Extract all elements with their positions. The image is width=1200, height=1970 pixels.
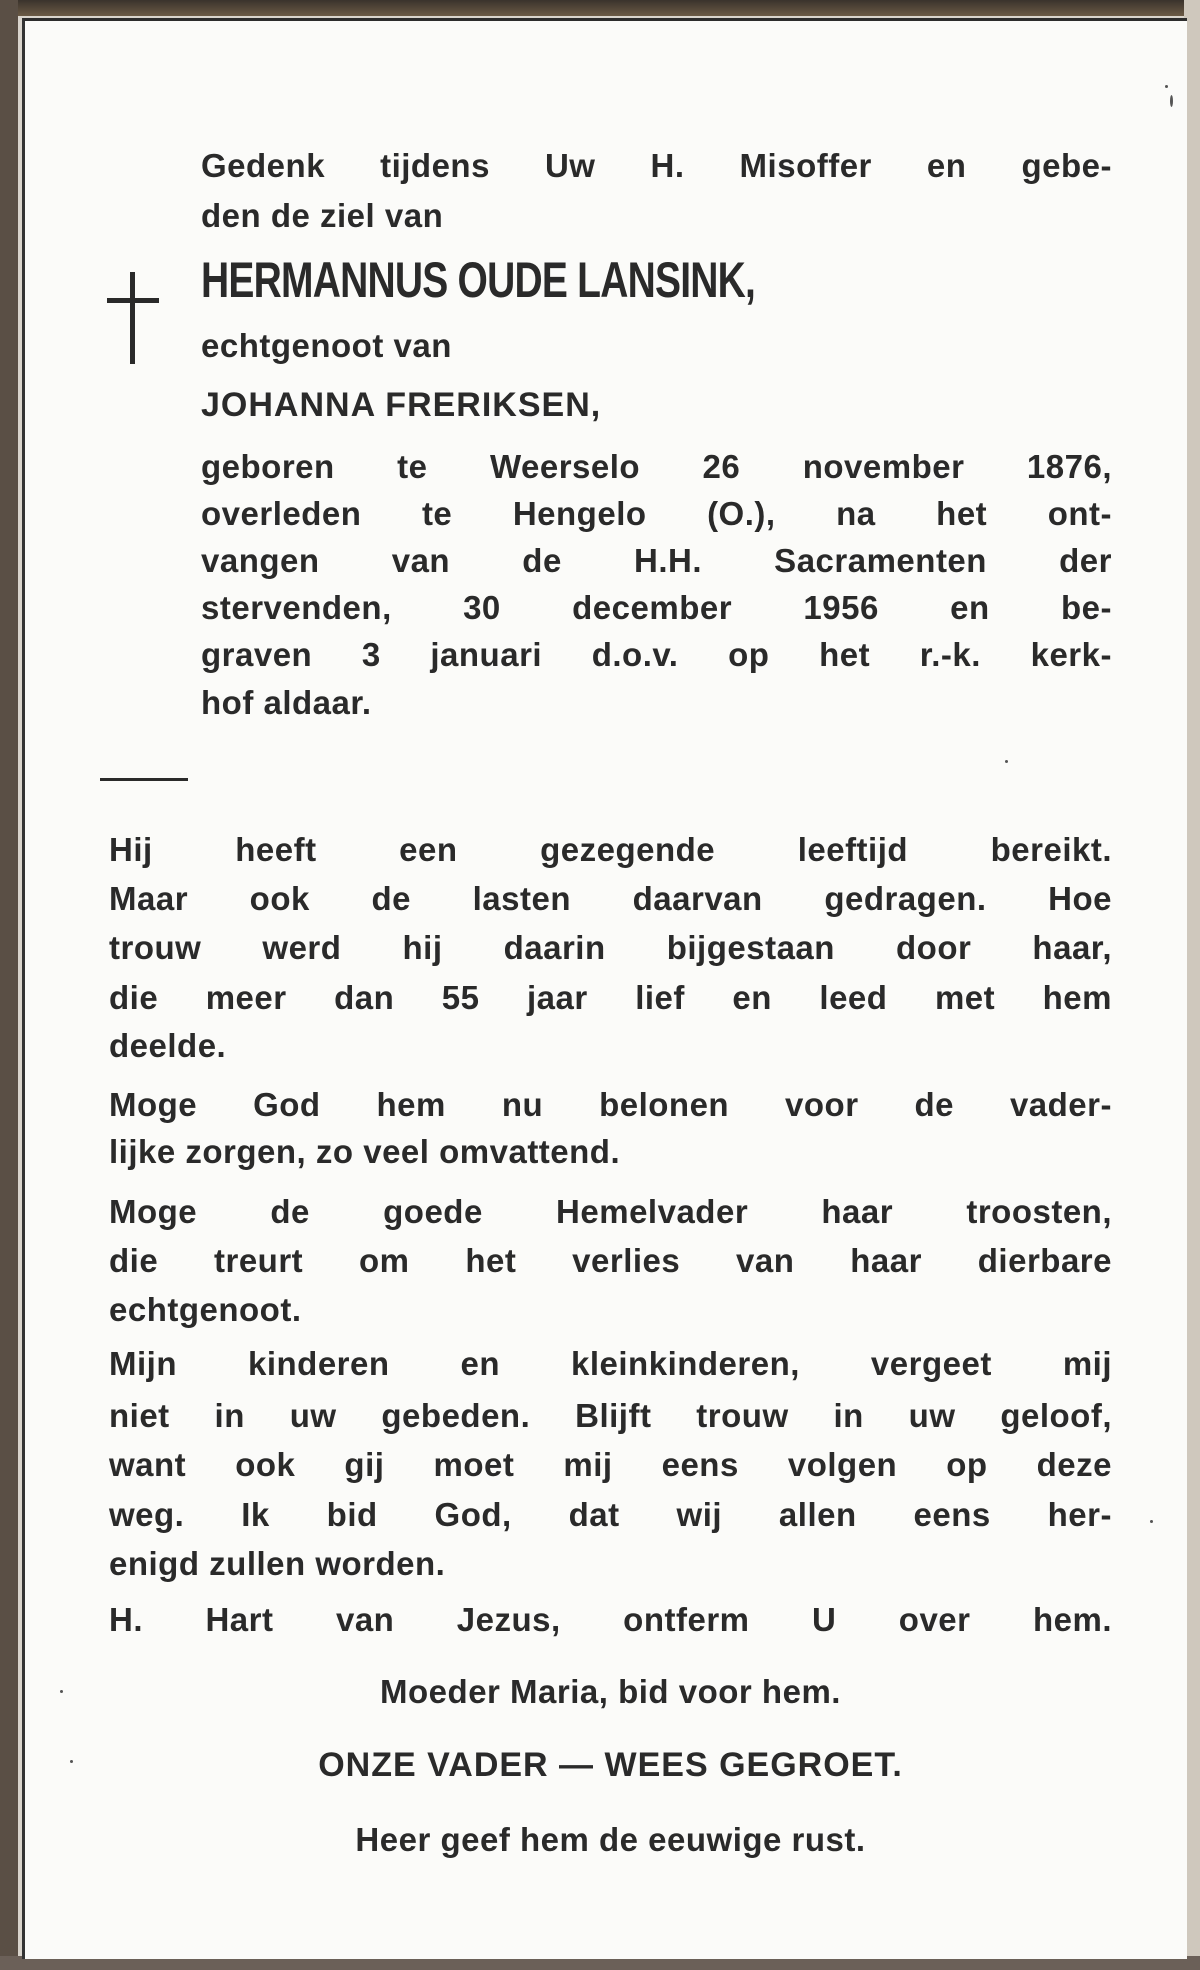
speck	[60, 1690, 63, 1693]
intro-line: den de ziel van	[201, 197, 444, 234]
body-line: die treurt om het verlies van haar dierbare	[109, 1242, 1112, 1279]
body-line: niet in uw gebeden. Blijft trouw in uw geloof,	[109, 1397, 1112, 1434]
bio-line: stervenden, 30 december 1956 en be-	[201, 589, 1112, 626]
body-line: Moge de goede Hemelvader haar troosten,	[109, 1193, 1112, 1230]
card-frame-top	[0, 0, 1200, 16]
closing-mary: Moeder Maria, bid voor hem.	[380, 1673, 841, 1710]
spouse-name: JOHANNA FRERIKSEN,	[201, 386, 602, 424]
body-line: lijke zorgen, zo veel omvattend.	[109, 1133, 621, 1170]
bio-line: hof aldaar.	[201, 684, 372, 721]
separator-dash	[100, 778, 188, 781]
speck	[1165, 85, 1168, 88]
deceased-name: HERMANNUS OUDE LANSINK,	[201, 252, 756, 308]
body-line: want ook gij moet mij eens volgen op deze	[109, 1446, 1112, 1483]
closing-rest: Heer geef hem de eeuwige rust.	[355, 1821, 866, 1858]
body-line: weg. Ik bid God, dat wij allen eens her-	[109, 1496, 1112, 1533]
body-line: Mijn kinderen en kleinkinderen, vergeet mij	[109, 1345, 1112, 1382]
body-line: echtgenoot.	[109, 1291, 302, 1328]
speck	[1170, 95, 1173, 107]
body-line: die meer dan 55 jaar lief en leed met hem	[109, 979, 1112, 1016]
intro-line: Gedenk tijdens Uw H. Misoffer en gebe-	[201, 147, 1112, 184]
body-line: enigd zullen worden.	[109, 1545, 446, 1582]
body-line: Moge God hem nu belonen voor de vader-	[109, 1086, 1112, 1123]
cross-icon	[107, 272, 159, 364]
body-line: H. Hart van Jezus, ontferm U over hem.	[109, 1601, 1112, 1638]
spouse-intro: echtgenoot van	[201, 327, 452, 364]
body-line: Maar ook de lasten daarvan gedragen. Hoe	[109, 880, 1112, 917]
body-line: Hij heeft een gezegende leeftijd bereikt.	[109, 831, 1112, 868]
speck	[1150, 1520, 1153, 1523]
bio-line: overleden te Hengelo (O.), na het ont-	[201, 495, 1112, 532]
card-frame-left	[0, 0, 18, 1970]
body-line: trouw werd hij daarin bijgestaan door haar,	[109, 929, 1112, 966]
bio-line: graven 3 januari d.o.v. op het r.-k. kerk-	[201, 636, 1112, 673]
speck	[1005, 760, 1008, 763]
bio-line: vangen van de H.H. Sacramenten der	[201, 542, 1112, 579]
body-line: deelde.	[109, 1027, 227, 1064]
bio-line: geboren te Weerselo 26 november 1876,	[201, 448, 1112, 485]
speck	[70, 1760, 73, 1763]
closing-prayer: ONZE VADER — WEES GEGROET.	[318, 1746, 903, 1784]
